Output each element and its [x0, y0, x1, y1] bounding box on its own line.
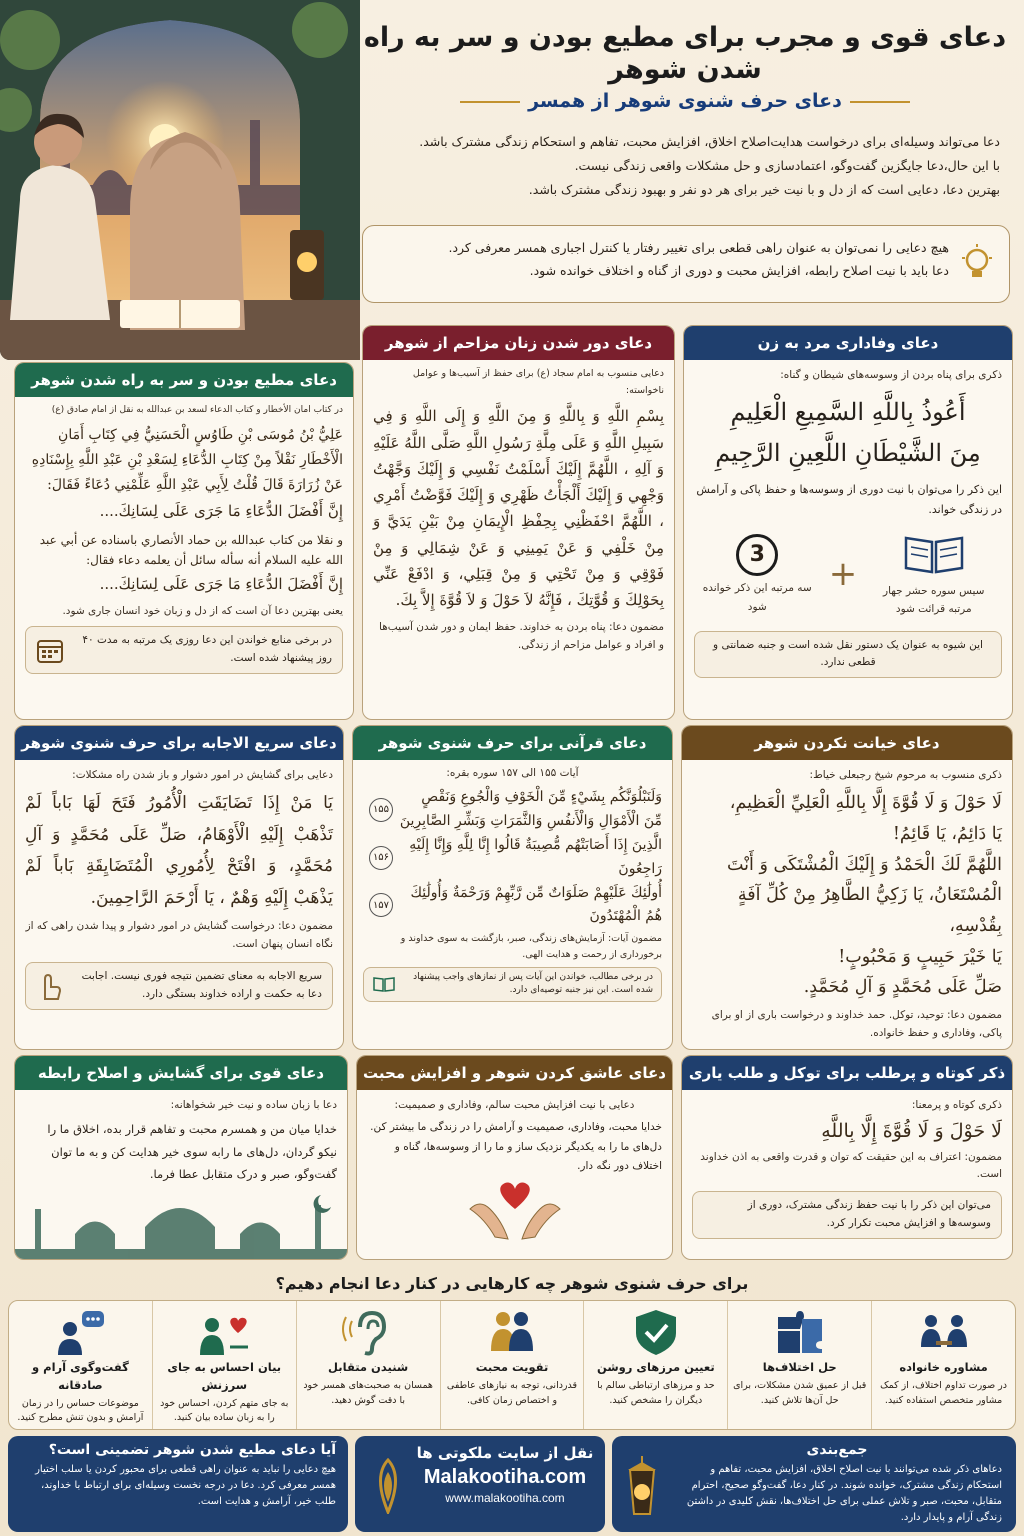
intro-line: با این حال،دعا جایگزین گفت‌وگو، اعتمادسازی و حل مشکلات واقعی زندگی نیست. [574, 157, 1000, 173]
card-obedient [14, 362, 354, 720]
note-text: سریع الاجابه به معنای تضمین نتیجه فوری نیست. اجابت دعا به حکمت و اراده خداوند بستگی دارد. [81, 969, 322, 1000]
card-meaning: مضمون: اعتراف به این حقیقت که توان و قدرت واقعی به اذن خداوند است. [700, 1150, 1002, 1180]
footer-guarantee [8, 1436, 348, 1532]
actions-title: برای حرف شنوی شوهر چه کارهایی در کنار دعا انجام دهیم؟ [275, 1274, 749, 1293]
actions-section [8, 1274, 1016, 1430]
arabic-line: اللَّهُمَّ لَكَ الْحَمْدُ وَ إِلَيْكَ الْمُشْتَكَى وَ أَنْتَ الْمُسْتَعَانُ، يَا زَكِيُّ الطَّاهِرُ مِنْ كُلِّ آفَةٍ بِقُدْسِهِ، [726, 854, 1002, 936]
warning-box [362, 225, 1010, 303]
arabic-line: يَا خَيْرَ حَبِيبٍ وَ مَحْبُوبٍ! [838, 946, 1002, 967]
action-desc: موضوعات حساس را در زمان آرامش و بدون تنش مطرح کنید. [17, 1397, 144, 1424]
verse-row [363, 882, 662, 930]
mosque-skyline-icon [15, 1189, 348, 1259]
card-note: این شیوه به عنوان یک دستور نقل شده است و جنبه ضمانتی و قطعی ندارد. [694, 631, 1002, 679]
site-logo-icon [367, 1458, 409, 1514]
page-subtitle [440, 90, 930, 112]
card-note [25, 962, 333, 1010]
site-url[interactable]: www.malakootiha.com [445, 1491, 565, 1505]
card-title: دعای قرآنی برای حرف شنوی شوهر [353, 726, 672, 760]
arabic-line: يَا دَائِمُ، يَا قَائِمُ! [892, 824, 1002, 844]
card-source: در کتاب امان الأخطار و کتاب الدعاء لسعد بن عبدالله به نقل از امام صادق (ع) [51, 405, 343, 415]
action-item [296, 1301, 440, 1429]
card-title: دعای مطیع بودن و سر به راه شدن شوهر [15, 363, 353, 397]
plus-icon: + [828, 554, 858, 595]
puzzle-icon [772, 1307, 828, 1357]
step-count [702, 534, 812, 616]
card-intro: ذکری منسوب به مرحوم شیخ رجبعلی خیاط: [809, 769, 1002, 781]
card-title: دعای عاشق کردن شوهر و افزایش محبت [357, 1056, 672, 1090]
subtitle-text: دعای حرف شنوی شوهر از همسر [528, 90, 842, 112]
action-title: مشاوره خانواده [899, 1360, 988, 1374]
verse-text: أُولَٰئِكَ عَلَيْهِمْ صَلَوَاتٌ مِّن رَّبِّهِمْ وَرَحْمَةٌ وَأُولَٰئِكَ هُمُ الْمُهْتَدُونَ [410, 884, 662, 925]
calendar-icon [36, 636, 64, 664]
count-badge: 3 [736, 534, 778, 576]
card-note [25, 626, 343, 674]
card-meaning: مضمون دعا: پناه بردن به خداوند. حفظ ایمان و دور شدن آسیب‌ها و افراد و عوامل مزاحم از زندگی. [379, 621, 664, 652]
action-desc: به جای متهم کردن، احساس خود را به زبان ساده بیان کنید. [160, 1397, 289, 1424]
action-desc: قدردانی، توجه به نیازهای عاطفی و اختصاص زمان کافی. [446, 1379, 578, 1406]
card-meaning: مضمون آیات: آزمایش‌های زندگی، صبر، بازگشت به سوی خداوند و برخورداری از رحمت و هدایت الهی. [400, 933, 662, 960]
ornament-line [460, 101, 520, 103]
open-book-icon [372, 975, 396, 993]
footer-summary [612, 1436, 1016, 1532]
warning-line: دعا باید با نیت اصلاح رابطه، افزایش محبت و دوری از گناه و اختلاف خوانده شود. [529, 263, 949, 279]
card-title: دعای دور شدن زنان مزاحم از شوهر [363, 326, 674, 360]
card-title: دعای قوی برای گشایش و اصلاح رابطه [15, 1056, 347, 1090]
intro-line: بهترین دعا، دعایی است که از دل و با نیت خیر برای هر دو نفر و بهبود زندگی مشترک باشد. [528, 181, 1000, 197]
intro-text [370, 130, 1000, 201]
card-intro: دعایی با نیت افزایش محبت سالم، وفاداری و صمیمیت: [394, 1099, 635, 1111]
action-title: تعیین مرزهای روشن [596, 1360, 715, 1374]
couple-icon [484, 1307, 540, 1357]
step-count-label: سه مرتبه این ذکر خوانده شود [702, 582, 812, 613]
summary-text: دعاهای ذکر شده می‌توانند با نیت اصلاح اخلاق، افزایش محبت، تفاهم و استحکام زندگی مشترک، خوانده شوند. در کنار دعا، گفت‌وگو صحیح، احترام متقابل، محبت، صبر و تلاش عملی برای حل اختلاف‌ها، نقش کلیدی در داشتن زندگی آرام و پایدار دارد. [686, 1464, 1002, 1523]
note-text: در برخی مطالب، خواندن این آیات پس از نمازهای واجب پیشنهاد شده است. این نیز جنبه توصیه‌ای دارد. [413, 971, 653, 995]
action-item [440, 1301, 584, 1429]
verse-number: ۱۵۷ [369, 893, 393, 917]
hands-heart-icon [460, 1179, 570, 1243]
ornament-line [850, 101, 910, 103]
step-book-label: سیس سوره حشر جهار مرتبه قرائت شود [883, 584, 985, 616]
actions-row [8, 1300, 1016, 1430]
card-text: خدایا میان من و همسرم محبت و تفاهم قرار بده، اخلاق ما را نیکو گردان، دل‌های ما رابه سوی خیر هدایت کن و به ما توان گفت‌وگو، صبر و درک متقابل عطا فرما. [47, 1122, 337, 1182]
action-title: شنیدن متقابل [328, 1360, 409, 1374]
action-item [727, 1301, 871, 1429]
card-intro: دعایی منسوب به امام سجاد (ع) برای حفظ از آسیب‌ها و عوامل ناخواسته: [412, 368, 664, 396]
card-meaning: مضمون دعا: درخواست گشایش در امور دشوار و پیدا شدن راهی که از نگاه انسان پنهان است. [25, 920, 333, 950]
action-desc: قبل از عمیق شدن مشکلات، برای حل آن‌ها تلاش کنید. [733, 1379, 867, 1406]
card-note [363, 967, 662, 1002]
card-title: دعای خیانت نکردن شوهر [682, 726, 1012, 760]
card-intro: ذکری برای پناه بردن از وسوسه‌های شیطان و گناه: [780, 369, 1002, 381]
arabic-line: لَا حَوْلَ وَ لَا قُوَّةَ إِلَّا بِاللَّهِ الْعَلِيِّ الْعَظِيمِ، [729, 793, 1002, 814]
arabic-text: يَا مَنْ إِذَا تَضَايَقَتِ الْأُمُورُ فَتَحَ لَهَا بَاباً لَمْ تَذْهَبْ إِلَيْهِ الْأَوْهَامُ، صَلِّ عَلَى مُحَمَّدٍ وَ آلِ مُحَمَّدٍ، وَ افْتَحْ لِأُمُورِي الْمُتَضَايِقَةِ بَاباً لَمْ يَذْهَبْ إِلَيْهِ وَهْمٌ ، يَا أَرْحَمَ الرَّاحِمِينَ. [25, 793, 333, 908]
summary-title: جمع‌بندی [806, 1442, 868, 1458]
action-title: تقویت محبت [475, 1360, 549, 1374]
card-love [356, 1055, 673, 1260]
arabic-text: و نقلا من كتاب عبدالله بن حماد الأنصاري باسناده عن أبي عبد الله عليه السلام أنه سأله سائل أن يعلمه دعاء فقال: [39, 533, 343, 568]
card-intro: آیات ۱۵۵ الی ۱۵۷ سوره بقره: [446, 767, 579, 779]
action-item [871, 1301, 1015, 1429]
action-title: گفت‌وگوی آرام و صادقانه [32, 1360, 129, 1392]
counseling-icon [916, 1307, 972, 1357]
note-text: در برخی منابع خواندن این دعا روزی یک مرتبه به مدت ۴۰ روز پیشنهاد شده است. [82, 633, 332, 664]
action-item [583, 1301, 727, 1429]
action-desc: در صورت تداوم اختلاف، از کمک مشاور متخصص استفاده کنید. [880, 1379, 1007, 1406]
card-harassing [362, 325, 675, 720]
heart-talk-icon [196, 1307, 252, 1357]
guarantee-title: آیا دعای مطیع شدن شوهر تضمینی است؟ [48, 1442, 336, 1458]
card-short [681, 1055, 1013, 1260]
card-desc: این ذکر را می‌توان با نیت دوری از وسوسه‌ها و حفظ پاکی و آرامش در زندگی خواند. [696, 482, 1002, 516]
verse-row [363, 834, 662, 882]
card-meaning: یعنی بهترین دعا آن است که از دل و زبان خود انسان جاری شود. [62, 604, 343, 617]
steps-row [694, 532, 1002, 619]
chat-icon [52, 1307, 108, 1357]
lightbulb-icon [959, 244, 995, 284]
arabic-text: إِنَّ أَفْضَلَ الدُّعَاءِ مَا جَرَى عَلَى لِسَانِكَ.... [99, 574, 343, 593]
ear-icon [340, 1307, 396, 1357]
verse-text: الَّذِينَ إِذَا أَصَابَتْهُم مُّصِيبَةٌ قَالُوا إِنَّا لِلَّهِ وَإِنَّا إِلَيْهِ رَاجِعُونَ [409, 836, 662, 877]
open-book-icon [902, 532, 966, 576]
card-title: دعای وفاداری مرد به زن [684, 326, 1012, 360]
action-title: بیان احساس به جای سرزنش [167, 1360, 282, 1392]
shield-check-icon [628, 1307, 684, 1357]
card-text: خدایا محبت، وفاداری، صمیمیت و آرامش را در زندگی ما بیشتر کن. دل‌های ما را به یکدیگر نزدیک ساز و ما را از وسوسه‌ها، گناه و اختلاف دور نگه دار. [370, 1121, 662, 1173]
arabic-text: إِنَّ أَفْضَلَ الدُّعَاءِ مَا جَرَى عَلَى لِسَانِكَ.... [99, 502, 343, 521]
verse-number: ۱۵۵ [369, 798, 393, 822]
verse-row [363, 786, 662, 834]
arabic-text: بِسْمِ اللَّهِ وَ بِاللَّهِ وَ مِنَ اللَّهِ وَ إِلَى اللَّهِ وَ فِي سَبِيلِ اللَّهِ وَ عَلَى مِلَّةِ رَسُولِ اللَّهِ صَلَّى اللَّهُ عَلَيْهِ وَ آلِهِ ، اللَّهُمَّ إِلَيْكَ أَسْلَمْتُ نَفْسِي وَ إِلَيْكَ وَجَّهْتُ وَجْهِي وَ إِلَيْكَ أَلْجَأْتُ ظَهْرِي وَ إِلَيْكَ فَوَّضْتُ أَمْرِي ، اللَّهُمَّ احْفَظْنِي بِحِفْظِ الْإِيمَانِ مِنْ بَيْنِ يَدَيَّ وَ مِنْ خَلْفِي وَ عَنْ يَمِينِي وَ عَنْ شِمَالِي وَ مِنْ فَوْقِي وَ مِنْ تَحْتِي وَ مِنْ قِبَلِي، وَ ادْفَعْ عَنِّي بِحَوْلِكَ وَ قُوَّتِكَ ، فَإِنَّهُ لاَ حَوْلَ وَ لاَ قُوَّةَ إِلاَّ بِكَ. [373, 407, 664, 609]
intro-line: دعا می‌تواند وسیله‌ای برای درخواست هدایت‌اصلاح اخلاق، افزایش محبت، تفاهم و استحکام زندگی مشترک باشد. [419, 134, 1000, 149]
card-strong [14, 1055, 348, 1260]
step-book [874, 532, 994, 619]
lantern-icon [622, 1456, 662, 1522]
footer-site [355, 1436, 605, 1532]
card-quick [14, 725, 344, 1050]
card-meaning: مضمون دعا: توحید، توکل. حمد خداوند و درخواست باری از او برای پاکی، وفاداری و حفظ خانواده. [711, 1008, 1002, 1039]
card-note: می‌توان این ذکر را با نیت حفظ زندگی مشترک، دوری از وسوسه‌ها و افزایش محبت تکرار کرد. [692, 1191, 1002, 1239]
arabic-line: أَعُوذُ بِاللَّهِ السَّمِيعِ الْعَلِيمِ [730, 398, 966, 427]
action-desc: همسان به صحبت‌های همسر خود با دقت گوش دهید. [303, 1379, 433, 1406]
card-title: دعای سریع الاجابه برای حرف شنوی شوهر [15, 726, 343, 760]
card-title: ذکر کوتاه و پرطلب برای توکل و طلب یاری [682, 1056, 1012, 1090]
hero-illustration [0, 0, 360, 360]
arabic-text: لَا حَوْلَ وَ لَا قُوَّةَ إِلَّا بِاللَّهِ [821, 1120, 1002, 1143]
arabic-line: مِنَ الشَّيْطَانِ اللَّعِينِ الرَّجِيمِ [715, 439, 981, 468]
action-title: حل اختلاف‌ها [762, 1360, 837, 1374]
action-item [152, 1301, 296, 1429]
site-label: نقل از سایت ملکوتی ها [416, 1444, 594, 1462]
arabic-line: صَلِّ عَلَى مُحَمَّدٍ وَ آلِ مُحَمَّدٍ. [803, 977, 1002, 998]
card-intro: دعا با زبان ساده و نیت خیر شخواهانه: [170, 1099, 337, 1111]
guarantee-text: هیچ دعایی را نباید به عنوان راهی قطعی برای محبور کردن یا سلب اختیار همسر معرفی کرد. دعا در درجه نخست وسیله‌ای برای ارتباط با خداوند، طلب خیر، آرامش و هدایت است. [35, 1464, 336, 1507]
card-loyalty [683, 325, 1013, 720]
verse-text: وَلَنَبْلُوَنَّكُم بِشَيْءٍ مِّنَ الْخَوْفِ وَالْجُوعِ وَنَقْصٍ مِّنَ الْأَمْوَالِ وَالْأَنفُسِ وَالثَّمَرَاتِ وَبَشِّرِ الصَّابِرِينَ [399, 789, 662, 830]
page-title: دعای قوی و مجرب برای مطیع بودن و سر به راه شدن شوهر [363, 22, 1007, 86]
hand-icon [36, 971, 62, 1001]
warning-line: هیچ دعایی را نمی‌توان به عنوان راهی قطعی برای تغییر رفتار یا کنترل اجباری همسر معرفی کرد. [448, 240, 949, 255]
action-desc: حد و مرزهای ارتباطی سالم با دیگران را مشخص کنید. [597, 1379, 715, 1406]
arabic-text: عَلِيُّ بْنُ مُوسَى بْنِ طَاوُسٍ الْحَسَنِيُّ فِي كِتَابِ أَمَانِ الْأَخْطَارِ نَقْلاً مِنْ كِتَابِ الدُّعَاءِ لِسَعْدِ بْنِ عَبْدِ اللَّهِ بِإِسْنَادِهِ عَنْ زُرَارَةَ قَالَ قُلْتُ لِأَبِي عَبْدِ اللَّهِ عَلِّمْنِي دُعَاءً فَقَالَ: [31, 426, 343, 494]
action-item [9, 1301, 152, 1429]
card-intro: دعایی برای گشایش در امور دشوار و باز شدن راه مشکلات: [72, 769, 333, 781]
card-intro: ذکری کوتاه و پرمعنا: [911, 1099, 1002, 1111]
card-quran [352, 725, 673, 1050]
couple-praying-illustration [0, 0, 360, 360]
card-betrayal [681, 725, 1013, 1050]
site-name[interactable]: Malakootiha.com [423, 1466, 587, 1488]
verse-number: ۱۵۶ [369, 846, 393, 870]
